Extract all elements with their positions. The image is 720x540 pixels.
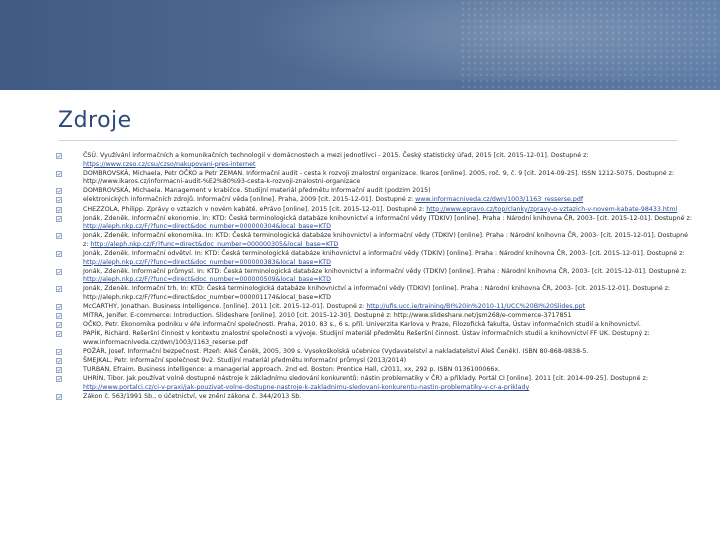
reference-item [54,312,694,321]
reference-text: OČKO, Petr. Ekonomika podniku v éře informační společnosti. Praha, 2010. 83 s., 6 s. příl. Univerzita Karlova v Praze, Filozofická fakulta, Ústav informačních studií a knihovnictví. [83,321,641,329]
reference-link[interactable]: http://www.portalci.cz/ci-v-praxi/jak-pouzivat-volne-dostupne-nastroje-k-zakladnimu-sledovani-konkurentu-nastin-problematiky-v-cr-a-priklady [83,383,530,391]
slide-title: Zdroje [58,108,132,133]
reference-item [54,366,694,375]
reference-item [54,357,694,366]
reference-text: ČSÚ. Využívání informačních a komunikačních technologií v domácnostech a mezi jednotlivci - 2015. Český statistický úřad, 2015 [cit. 2015-12-01]. Dostupné z: [83,152,589,159]
reference-item [54,268,694,285]
reference-text: DOMBROVSKÁ, Michaela, Petr OČKO a Petr ZEMAN. Informační audit - cesta k rozvoji znalostní organizace. Ikaros [online]. 2005, roč. 9, č. 9 [cit. 2014-09-25]. ISSN 1212-5075. Dostupné z: http://www.ikaros.cz/informacni-audit-%E2%80%93-cesta-k-rozvoji-znalostni-organizace [83,169,675,186]
reference-item [54,375,694,392]
reference-item [54,215,694,232]
reference-item [54,393,694,402]
bullet-icon [56,207,62,213]
reference-link[interactable]: www.informacniveda.cz/dwn/1003/1163_resserse.pdf [415,196,584,204]
reference-text: PAPÍK, Richard. Rešeršní činnost v kontextu znalostní společnosti a vývoje. Studijní materiál předmětu Rešeršní činnost. Ústav informačních studií a knihovnictví FF UK. Dostupný z: www.informacniveda.cz/dwn/1003/1163_reserse.pdf [83,330,650,346]
reference-text: Jonák, Zdeněk. Informační odvětví. In: KTD: Česká terminologická databáze knihovnictví a informační vědy (TDKIV) [online]. Praha : Národní knihovna ČR, 2003- [cit. 2015-12-01]. Dostupné z: [83,250,685,258]
reference-item [54,348,694,357]
reference-text: Jonák, Zdeněk. Informační ekonomie. In: KTD: Česká terminologická databáze knihovnictví a informační vědy (TDKIV) [online]. Praha : Národní knihovna ČR, 2003- [cit. 2015-12-01]. Dostupné z: [83,214,692,222]
bullet-icon [56,358,62,364]
bullet-icon [56,304,62,310]
reference-item [54,232,694,249]
bullet-icon [56,171,62,177]
bullet-icon [56,349,62,355]
bullet-icon [56,251,62,257]
bullet-icon [56,394,62,400]
bullet-icon [56,313,62,319]
bullet-icon [56,367,62,373]
bullet-icon [56,197,62,203]
reference-item [54,206,694,215]
bullet-icon [56,331,62,337]
reference-link[interactable]: http://aleph.nkp.cz/F/?func=direct&doc_number=000000304&local_base=KTD [83,223,331,231]
reference-item [54,187,694,196]
bullet-icon [56,376,62,382]
bullet-icon [56,153,62,159]
reference-link[interactable]: http://aleph.nkp.cz/F/?func=direct&doc_number=000000305&local_base=KTD [90,240,339,248]
bullet-icon [56,322,62,328]
reference-item [54,196,694,205]
reference-text: McCARTHY, Jonathan. Business Intelligence. [online]. 2011 [cit. 2015-12-01]. Dostupné z: [83,303,367,311]
bullet-icon [56,269,62,275]
reference-text: MITRA, Jenifer. E-commerce: Introduction. Slideshare [online]. 2010 [cit. 2015-12-30]. Dostupné z: http://www.slideshare.net/jsm268/e-commerce-3717851 [83,312,572,320]
reference-item [54,321,694,330]
bullet-icon [56,286,62,292]
reference-link[interactable]: http://aleph.nkp.cz/F/?func=direct&doc_number=000000383&local_base=KTD [83,258,331,266]
header-banner [0,0,720,90]
reference-list [54,152,694,402]
reference-item [54,303,694,312]
reference-text: Jonák, Zdeněk. Informační trh. In: KTD: Česká terminologická databáze knihovnictví a informační vědy (TDKIV) [online]. Praha : Národní knihovna ČR, 2003- [cit. 2015-12-01]. Dostupné z: http://aleph.nkp.cz/F/?func=direct&doc_number=000001174&local_base=KTD [83,285,671,301]
reference-text: Jonák, Zdeněk. Informační průmysl. In: KTD: Česká terminologická databáze knihovnictví a informační vědy (TDKIV) [online]. Praha : Národní knihovna ČR, 2003- [cit. 2015-12-01]. Dostupné z: [83,267,687,275]
reference-link[interactable]: http://aleph.nkp.cz/F/?func=direct&doc_number=000000509&local_base=KTD [83,276,331,284]
reference-text: POŽÁR, Josef. Informační bezpečnost. Plzeň: Aleš Čeněk, 2005, 309 s. Vysokoškolská učebnice (Vydavatelství a nakladatelství Aleš Čeněk). ISBN 80-868-9838-5. [83,348,589,356]
reference-text: Jonák, Zdeněk. Informační ekonomika. In: KTD: Česká terminologická databáze knihovnictví a informační vědy (TDKIV) [online]. Praha : Národní knihovna ČR, 2003- [cit. 2015-12-01]. Dostupné z: [83,232,689,248]
banner-dot-pattern [460,0,720,90]
reference-text: TURBAN, Efraim. Business intelligence: a managerial approach. 2nd ed. Boston: Prentice Hall, c2011, xx, 292 p. ISBN 0136100066x. [83,366,501,374]
bullet-icon [56,188,62,194]
reference-link[interactable]: https://www.czso.cz/csu/czso/nakupovani-pres-internet [83,160,256,168]
reference-link[interactable]: http://ufis.ucc.ie/training/BI%20in%2010-11/UCC%20BI%20Slides.ppt [366,303,586,311]
reference-text: elektronických informačních zdrojů. Informační věda [online]. Praha, 2009 [cit. 2015-12-01]. Dostupné z: [83,196,416,204]
reference-item [54,152,694,169]
bullet-icon [56,216,62,222]
reference-item [54,285,694,302]
reference-text: ŠMEJKAL, Petr. Informační společnost 9v2. Studijní materiál předmětu Informační průmysl (2013/2014) [83,357,407,365]
bullet-icon [56,233,62,239]
reference-text: UHRÍN, Tibor. Jak používat volně dostupné nástroje k základnímu sledování konkurentů: nástin problematiky v ČR) a příklady. Portál CI [online]. 2011 [cit. 2014-09-25]. Dostupné z: [83,375,648,383]
reference-item [54,330,694,347]
reference-text: Zákon č. 563/1991 Sb., o účetnictví, ve znění zákona č. 344/2013 Sb. [83,393,302,401]
reference-link[interactable]: http://www.epravo.cz/top/clanky/zpravy-o-vztazich-v-novem-kabate-98433.html [426,205,678,213]
reference-item [54,170,694,187]
reference-item [54,250,694,267]
reference-text: DOMBROVSKÁ, Michaela. Management v krabičce. Studijní materiál předmětu Informační audit (podzim 2015) [83,187,431,195]
title-divider [58,140,678,141]
reference-text: CHEZZOLA, Philipp. Zprávy o vztazích v novém kabátě. ePrávo [online]. 2015 [cit. 2015-12-01]. Dostupné z: [83,205,427,213]
